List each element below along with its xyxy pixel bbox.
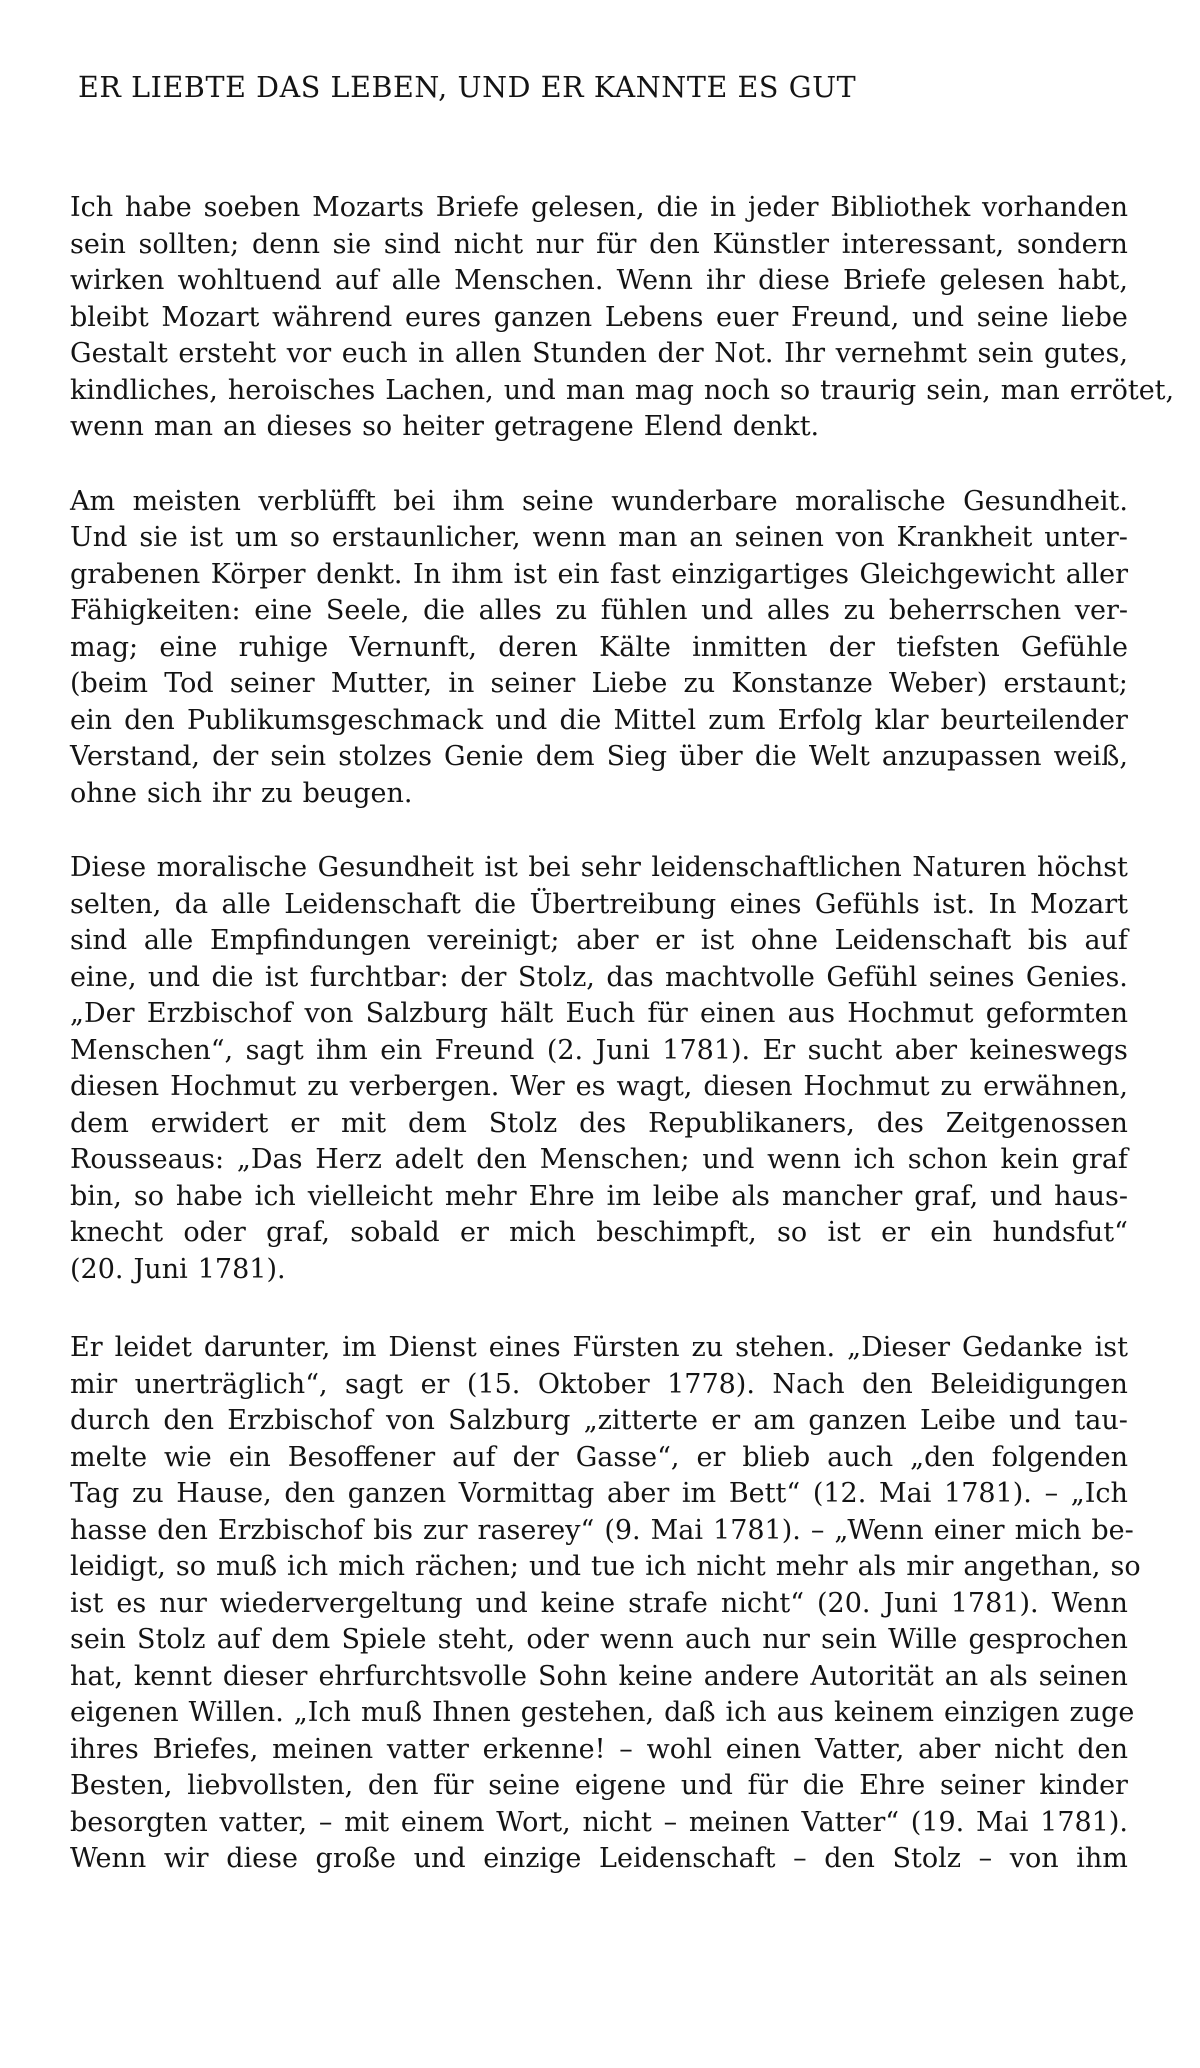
paragraph bbox=[70, 850, 1128, 1288]
text-line: besorgten vatter, – mit einem Wort, nicht – meinen Vatter“ (19. Mai 1781). bbox=[70, 1806, 1128, 1838]
text-line: Tag zu Hause, den ganzen Vormittag aber im Bett“ (12. Mai 1781). – „Ich bbox=[70, 1478, 1128, 1509]
text-line: kindliches, heroisches Lachen, und man mag noch so traurig sein, man errötet, bbox=[70, 374, 1175, 406]
text-line: sein Stolz auf dem Spiele steht, oder wenn auch nur sein Wille gesprochen bbox=[70, 1624, 1128, 1655]
text-line: sein sollten; denn sie sind nicht nur für den Künstler interessant, sondern bbox=[70, 228, 1128, 260]
text-line: Menschen“, sagt ihm ein Freund (2. Juni 1781). Er sucht aber keineswegs bbox=[70, 1034, 1128, 1066]
paragraph bbox=[70, 484, 1128, 813]
text-line: wenn man an dieses so heiter getragene Elend denkt. bbox=[70, 411, 820, 442]
text-line: Diese moralische Gesundheit ist bei sehr leidenschaftlichen Naturen höchst bbox=[70, 852, 1128, 883]
text-line: Er leidet darunter, im Dienst eines Fürsten zu stehen. „Dieser Gedanke ist bbox=[70, 1332, 1128, 1363]
text-line: Fähigkeiten: eine Seele, die alles zu fühlen und alles zu beherrschen ver- bbox=[70, 595, 1128, 626]
text-line: „Der Erzbischof von Salzburg hält Euch für einen aus Hochmut geformten bbox=[70, 998, 1128, 1029]
text-line: Gestalt ersteht vor euch in allen Stunden der Not. Ihr vernehmt sein gutes, bbox=[70, 338, 1128, 369]
text-line: grabenen Körper denkt. In ihm ist ein fast einzigartiges Gleichgewicht aller bbox=[70, 558, 1128, 590]
text-line: selten, da alle Leidenschaft die Übertreibung eines Gefühls ist. In Mozart bbox=[70, 888, 1128, 920]
text-line: Rousseaus: „Das Herz adelt den Menschen; und wenn ich schon kein graf bbox=[70, 1144, 1128, 1175]
text-line: melte wie ein Besoffener auf der Gasse“, er blieb auch „den folgenden bbox=[70, 1441, 1128, 1473]
text-line: Besten, liebvollsten, den für seine eigene und für die Ehre seiner kinder bbox=[70, 1770, 1128, 1801]
chapter-heading: ER LIEBTE DAS LEBEN, UND ER KANNTE ES GUT bbox=[78, 71, 857, 104]
text-line: ohne sich ihr zu beugen. bbox=[70, 777, 413, 809]
text-line: Ich habe soeben Mozarts Briefe gelesen, die in jeder Bibliothek vorhanden bbox=[70, 192, 1128, 223]
text-line: ihres Briefes, meinen vatter erkenne! – wohl einen Vatter, aber nicht den bbox=[70, 1733, 1128, 1765]
text-line: Verstand, der sein stolzes Genie dem Sieg über die Welt anzupassen weiß, bbox=[70, 741, 1128, 772]
text-line: knecht oder graf, sobald er mich beschimpft, so ist er ein hundsfut“ bbox=[70, 1217, 1128, 1248]
text-line: ein den Publikumsgeschmack und die Mittel zum Erfolg klar beurteilender bbox=[70, 704, 1128, 736]
text-line: bin, so habe ich vielleicht mehr Ehre im leibe als mancher graf, und haus- bbox=[70, 1180, 1128, 1212]
text-line: bleibt Mozart während eures ganzen Lebens euer Freund, und seine liebe bbox=[70, 301, 1128, 333]
text-line: durch den Erzbischof von Salzburg „zitterte er am ganzen Leibe und tau- bbox=[70, 1405, 1128, 1436]
text-line: mag; eine ruhige Vernunft, deren Kälte inmitten der tiefsten Gefühle bbox=[70, 631, 1128, 663]
text-line: (beim Tod seiner Mutter, in seiner Liebe zu Konstanze Weber) erstaunt; bbox=[70, 668, 1128, 699]
text-line: eigenen Willen. „Ich muß Ihnen gestehen, daß ich aus keinem einzigen zuge bbox=[70, 1697, 1135, 1728]
text-line: sind alle Empfindungen vereinigt; aber er ist ohne Leidenschaft bis auf bbox=[70, 925, 1128, 956]
text-line: ist es nur wiedervergeltung und keine strafe nicht“ (20. Juni 1781). Wenn bbox=[70, 1587, 1128, 1619]
paragraph bbox=[70, 190, 1175, 446]
text-line: Wenn wir diese große und einzige Leidenschaft – den Stolz – von ihm bbox=[70, 1843, 1128, 1874]
body-text bbox=[70, 190, 1175, 1878]
text-line: dem erwidert er mit dem Stolz des Republikaners, des Zeitgenossen bbox=[70, 1107, 1128, 1139]
text-line: hasse den Erzbischof bis zur raserey“ (9. Mai 1781). – „Wenn einer mich be- bbox=[70, 1514, 1134, 1546]
text-line: diesen Hochmut zu verbergen. Wer es wagt, diesen Hochmut zu erwähnen, bbox=[70, 1071, 1128, 1102]
text-line: hat, kennt dieser ehrfurchtsvolle Sohn keine andere Autorität an als seinen bbox=[70, 1660, 1128, 1692]
text-line: wirken wohltuend auf alle Menschen. Wenn ihr diese Briefe gelesen habt, bbox=[70, 265, 1128, 296]
text-line: Und sie ist um so erstaunlicher, wenn man an seinen von Krankheit unter- bbox=[70, 522, 1128, 553]
text-line: Am meisten verblüfft bei ihm seine wunderbare moralische Gesundheit. bbox=[70, 485, 1128, 517]
text-line: mir unerträglich“, sagt er (15. Oktober 1778). Nach den Beleidigungen bbox=[70, 1368, 1128, 1400]
text-line: leidigt, so muß ich mich rächen; und tue ich nicht mehr als mir angethan, so bbox=[70, 1551, 1141, 1582]
paragraph bbox=[70, 1330, 1141, 1878]
text-line: eine, und die ist furchtbar: der Stolz, das machtvolle Gefühl seines Genies. bbox=[70, 961, 1128, 993]
text-line: (20. Juni 1781). bbox=[70, 1253, 286, 1285]
